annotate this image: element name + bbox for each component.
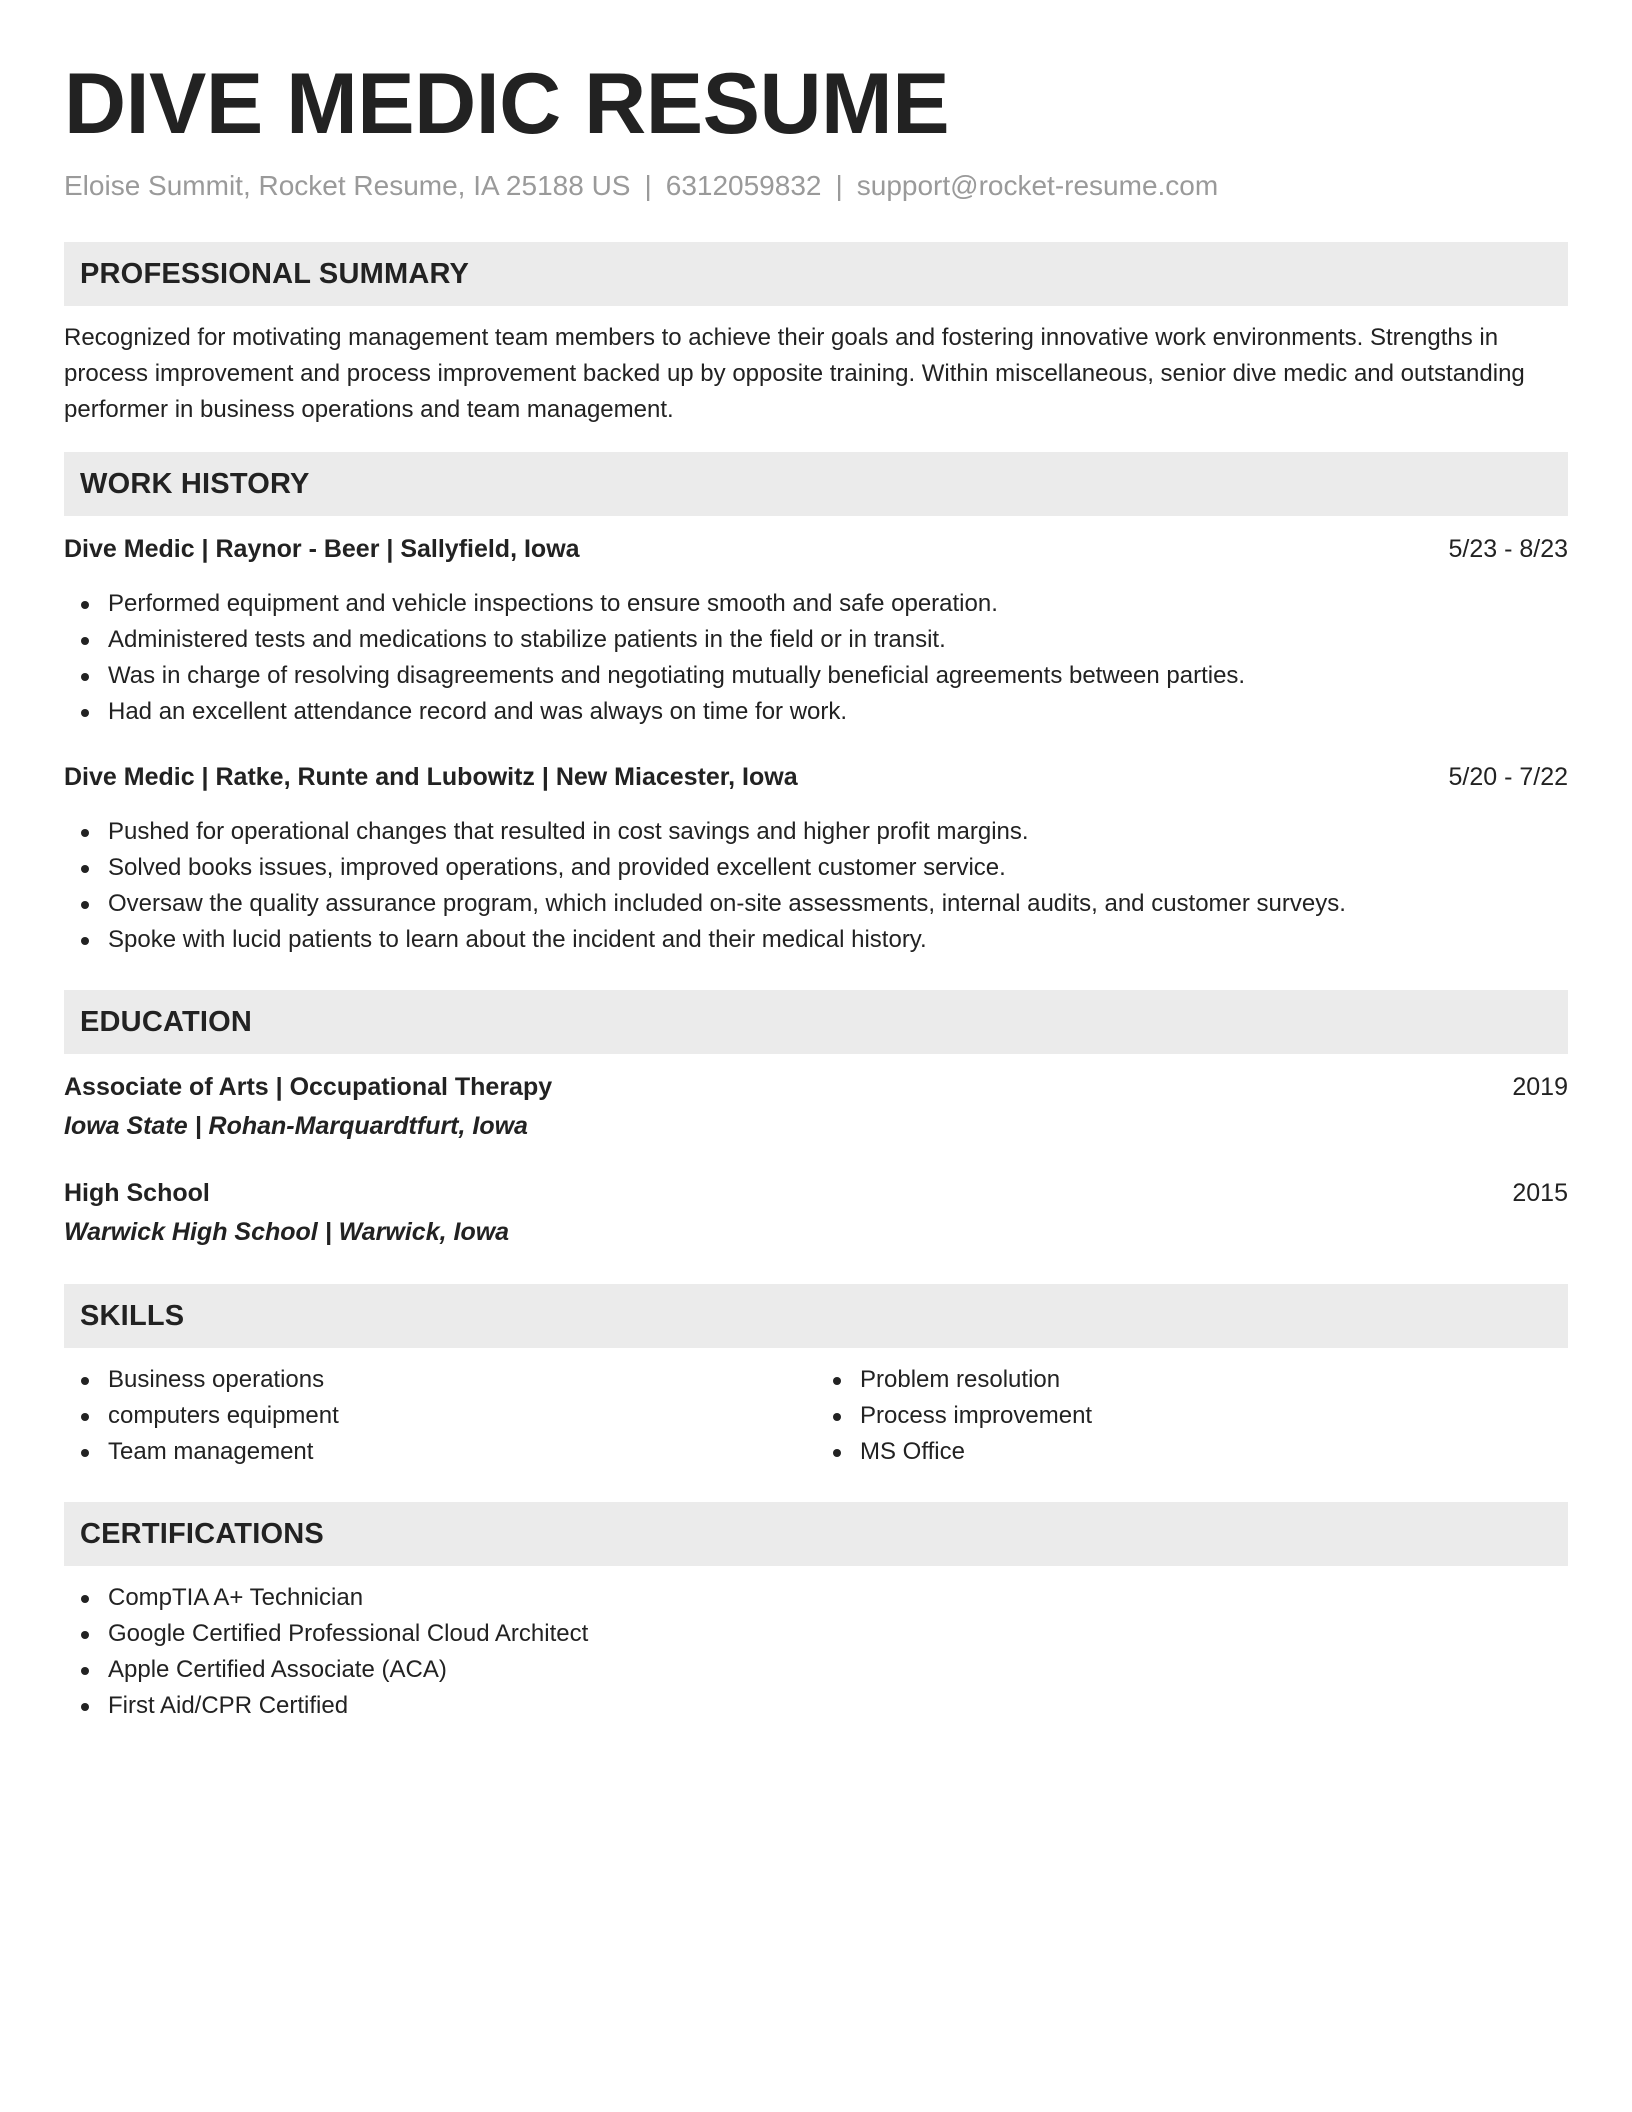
certification-item: CompTIA A+ Technician xyxy=(64,1580,1568,1616)
job-bullet: Performed equipment and vehicle inspections to ensure smooth and safe operation. xyxy=(64,586,1568,622)
certification-item: Apple Certified Associate (ACA) xyxy=(64,1652,1568,1688)
skill-item: Team management xyxy=(64,1434,816,1470)
job-dates: 5/23 - 8/23 xyxy=(1448,535,1568,563)
certifications-heading: CERTIFICATIONS xyxy=(64,1502,1568,1566)
education-degree: Associate of Arts | Occupational Therapy xyxy=(64,1073,553,1101)
education-header xyxy=(64,1070,1568,1104)
job-bullet: Administered tests and medications to stabilize patients in the field or in transit. xyxy=(64,622,1568,658)
job-bullet: Solved books issues, improved operations, and provided excellent customer service. xyxy=(64,850,1568,886)
education-degree: High School xyxy=(64,1179,210,1207)
education-header xyxy=(64,1176,1568,1210)
certifications-list xyxy=(64,1580,1568,1724)
job-dates: 5/20 - 7/22 xyxy=(1448,763,1568,791)
job-bullet: Had an excellent attendance record and was always on time for work. xyxy=(64,694,1568,730)
skill-item: MS Office xyxy=(816,1434,1568,1470)
education-year: 2015 xyxy=(1512,1179,1568,1207)
skills-heading: SKILLS xyxy=(64,1284,1568,1348)
summary-heading: PROFESSIONAL SUMMARY xyxy=(64,242,1568,306)
skills-column-left xyxy=(64,1362,816,1470)
certification-item: First Aid/CPR Certified xyxy=(64,1688,1568,1724)
skill-item: Business operations xyxy=(64,1362,816,1398)
contact-separator: | xyxy=(644,170,652,201)
skill-item: computers equipment xyxy=(64,1398,816,1434)
job-bullet: Pushed for operational changes that resulted in cost savings and higher profit margins. xyxy=(64,814,1568,850)
job-title: Dive Medic | Ratke, Runte and Lubowitz | New Miacester, Iowa xyxy=(64,763,798,791)
job-bullet: Was in charge of resolving disagreements and negotiating mutually beneficial agreements between parties. xyxy=(64,658,1568,694)
job-entry xyxy=(64,760,1568,958)
contact-address: Eloise Summit, Rocket Resume, IA 25188 US xyxy=(64,170,631,201)
job-header xyxy=(64,760,1568,794)
work-history-heading: WORK HISTORY xyxy=(64,452,1568,516)
education-school: Warwick High School | Warwick, Iowa xyxy=(64,1218,510,1246)
skills-column-right xyxy=(816,1362,1568,1470)
summary-text: Recognized for motivating management team members to achieve their goals and fostering innovative work environments. Strengths in process improvement and process improvement backed up by opposite training. Within miscellaneous, senior dive medic and outstanding performer in business operations and team management. xyxy=(64,324,1525,423)
education-heading: EDUCATION xyxy=(64,990,1568,1054)
skill-item: Problem resolution xyxy=(816,1362,1568,1398)
education-year: 2019 xyxy=(1512,1073,1568,1101)
job-bullets xyxy=(64,586,1568,730)
job-bullet: Oversaw the quality assurance program, which included on-site assessments, internal audits, and customer surveys. xyxy=(64,886,1568,922)
resume-title: DIVE MEDIC RESUME xyxy=(64,56,950,152)
education-entry xyxy=(64,1176,1568,1250)
certification-item: Google Certified Professional Cloud Architect xyxy=(64,1616,1568,1652)
contact-line xyxy=(64,168,1568,204)
skill-item: Process improvement xyxy=(816,1398,1568,1434)
job-header xyxy=(64,532,1568,566)
contact-email: support@rocket-resume.com xyxy=(856,170,1219,201)
skills-grid xyxy=(64,1362,1568,1470)
contact-separator: | xyxy=(835,170,843,201)
job-bullets xyxy=(64,814,1568,958)
contact-phone: 6312059832 xyxy=(665,170,822,201)
education-school: Iowa State | Rohan-Marquardtfurt, Iowa xyxy=(64,1112,528,1140)
job-bullet: Spoke with lucid patients to learn about the incident and their medical history. xyxy=(64,922,1568,958)
job-title: Dive Medic | Raynor - Beer | Sallyfield, Iowa xyxy=(64,535,580,563)
education-entry xyxy=(64,1070,1568,1144)
job-entry xyxy=(64,532,1568,730)
